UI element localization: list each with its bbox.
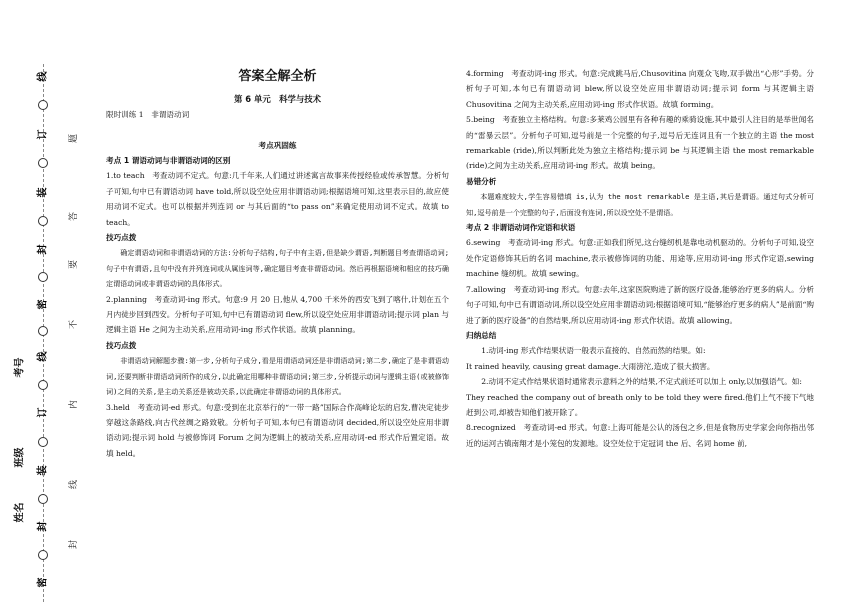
tip-1-text: 确定谓语动词和非谓语动词的方法:分析句子结构,句子中有主语,但是缺少谓语,判断题目考查谓语动词;句子中有谓语,且句中没有并列连词或从属连词等,确定题目考查非谓语动词。然后再根据语境和相应的技巧确定谓语动词或非谓语动词的具体形式。 <box>106 248 449 289</box>
binding-hole-circle <box>38 437 48 447</box>
binding-char-inner: 题 <box>69 133 80 144</box>
binding-hole-circle <box>38 216 48 226</box>
binding-hole-circle <box>38 272 48 282</box>
answer-1: 1.to teach 考查动词不定式。句意:几千年来,人们通过讲述寓言故事来传授经验或传承智慧。分析句子可知,句中已有谓语动词 have told,所以设空处应用非谓语动词;根据语境可知,这里表示目的,故应使用动词不定式。也可以根据并列连词 or 与其后面的“to pass on”来确定使用动词不定式。故填 to teach。 <box>106 171 449 227</box>
example-1: It rained heavily, causing great damage.大雨滂沱,造成了很大损害。 <box>466 361 715 371</box>
key-point-1-heading: 考点 1 谓语动词与非谓语动词的区别 <box>106 156 231 165</box>
error-analysis-text: 本题难度较大,学生容易错填 is,认为 the most remarkable 是主语,其后是谓语。通过句式分析可知,逗号前是一个完整的句子,后面没有连词,所以设空处不是谓语。 <box>466 192 814 217</box>
tip-1-heading: 技巧点拨 <box>106 233 137 243</box>
training-subtitle: 限时训练 1 非谓语动词 <box>106 110 190 119</box>
binding-char-outer: 装 <box>37 465 49 476</box>
binding-char-outer: 密 <box>37 577 49 588</box>
summary-point-1: 1.动词-ing 形式作结果状语一般表示直接的、自然而然的结果。如: <box>481 346 706 356</box>
left-column <box>106 0 449 461</box>
binding-char-outer: 装 <box>37 187 49 198</box>
answer-6: 6.sewing 考查动词-ing 形式。句意:正如我们所见,这台缝纫机是靠电动机驱动的。分析句子可知,设空处作定语修饰其后的名词 machine,表示被修饰词的功能、用途等,应用动词-ing 形式作定语,sewing machine 缝纫机。故填 sewing。 <box>466 238 814 279</box>
name-label: 姓名 <box>14 502 26 523</box>
answer-7: 7.allowing 考查动词-ing 形式。句意:去年,这家医院购进了新的医疗设备,能够治疗更多的病人。分析句子可知,句中已有谓语动词,所以设空处应用非谓语动词;根据语境可知,“能够治疗更多的病人”是前面“购进了新的医疗设备”的自然结果,所以应用动词-ing 形式作状语。故填 allowing。 <box>466 284 814 325</box>
binding-char-outer: 线 <box>37 71 49 82</box>
binding-char-inner: 内 <box>69 399 80 410</box>
binding-char-inner: 答 <box>69 211 80 222</box>
answer-5: 5.being 考查独立主格结构。句意:多莱鸡公园里有各种有趣的乘骑设施,其中最引人注目的是举世闻名的“雷暴云层”。分析句子可知,逗号前是一个完整的句子,逗号后无连词且有一个独立的主语 the most remarkable (ride),所以判断此处为独立主格结构;提示词 be 与其逻辑主语 the most remarkable (ride)之间为主动关系,应用动词-ing 形式。故填 being。 <box>466 115 814 171</box>
binding-hole-circle <box>38 100 48 110</box>
binding-char-outer: 密 <box>37 299 49 310</box>
binding-hole-circle <box>38 494 48 504</box>
page-title: 答案全解全析 <box>238 69 317 84</box>
binding-char-outer: 封 <box>37 521 49 532</box>
binding-char-inner: 要 <box>69 259 80 270</box>
binding-char-inner: 不 <box>69 319 80 330</box>
answer-4: 4.forming 考查动词-ing 形式。句意:完成跳马后,Chusovitina 向观众飞吻,双手做出“心形”手势。分析句子可知,本句已有谓语动词 blew,所以设空处应用非谓语动词;提示词 form 与其逻辑主语 Chusovitina 之间为主动关系,应用动词-ing 形式作状语。故填 forming。 <box>466 69 814 109</box>
binding-hole-circle <box>38 326 48 336</box>
exam-number-label: 考号 <box>14 357 26 378</box>
binding-char-outer: 订 <box>37 129 49 140</box>
binding-char-outer: 订 <box>37 407 49 418</box>
key-point-2-heading: 考点 2 非谓语动词作定语和状语 <box>466 223 576 233</box>
answer-2: 2.planning 考查动词-ing 形式。句意:9 月 20 日,他从 4,700 千米外的西安飞到了喀什,计划在五个月内徒步回到西安。分析句子可知,句中已有谓语动词 flew,所以设空处应用非谓语动词;提示词 plan 与逻辑主语 He 之间为主动关系,应用动词-ing 形式作状语。故填 planning。 <box>106 294 449 335</box>
summary-heading: 归纳总结 <box>466 330 497 340</box>
summary-point-2: 2.动词不定式作结果状语时通常表示意料之外的结果,不定式前还可以加上 only,以加强语气。如: <box>481 377 802 387</box>
right-column <box>466 0 814 451</box>
class-label: 班级 <box>14 447 26 468</box>
answer-3: 3.held 考查动词-ed 形式。句意:受到在北京举行的“一带一路”国际合作高峰论坛的启发,曹决定徒步穿越这条路线,向古代丝绸之路致敬。分析句子可知,本句已有谓语动词 decided,所以设空处应用非谓语动词;提示词 hold 与被修饰词 Forum 之间为逻辑上的被动关系,应用动词-ed 形式作后置定语。故填 held。 <box>106 402 449 458</box>
example-2: They reached the company out of breath only to be told they were fired.他们上气不接下气地赶到公司,却被告知他们被开除了。 <box>466 392 814 417</box>
tip-2-heading: 技巧点拨 <box>106 340 137 350</box>
tip-2-text: 非谓语动词解题步骤:第一步,分析句子成分,看是用谓语动词还是非谓语动词;第二步,确定了是非谓语动词,还要判断非谓语动词所作的成分,以此确定用哪种非谓语动词;第三步,分析提示动词与逻辑主语(或被修饰词)之间的关系,是主动关系还是被动关系,以此确定非谓语动词的具体形式。 <box>106 356 449 397</box>
binding-gutter <box>0 0 92 608</box>
binding-hole-circle <box>38 380 48 390</box>
section-title: 考点巩固练 <box>258 141 297 150</box>
binding-hole-circle <box>38 158 48 168</box>
binding-char-inner: 封 <box>69 539 80 550</box>
error-analysis-heading: 易错分析 <box>466 176 497 186</box>
unit-title: 第 6 单元 科学与技术 <box>233 94 322 104</box>
binding-hole-circle <box>38 550 48 560</box>
binding-char-inner: 线 <box>69 479 80 490</box>
binding-char-outer: 线 <box>37 351 49 362</box>
answer-8: 8.recognized 考查动词-ed 形式。句意:上海可能是公认的汤包之乡,但是食物历史学家会向你指出邻近的运河古镇南翔才是小笼包的发源地。设空处位于定冠词 the 后、名词 home 前, <box>466 423 814 448</box>
binding-char-outer: 封 <box>37 244 49 255</box>
